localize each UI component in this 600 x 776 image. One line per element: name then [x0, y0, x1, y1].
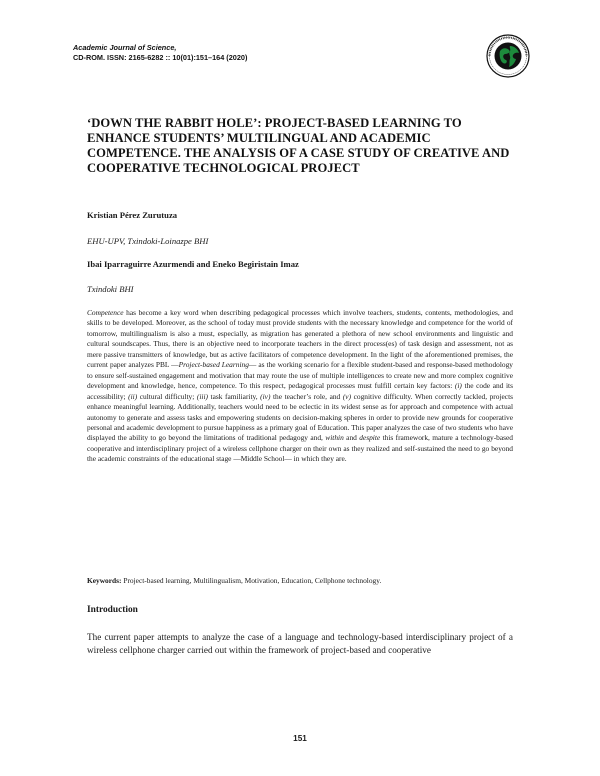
- author-affiliation: EHU-UPV, Txindoki-Loinazpe BHI: [87, 236, 209, 246]
- section-body: The current paper attempts to analyze the case of a language and technology-based interdisciplinary project of a wireless cellphone charger carried out within the framework of project-based and cooperative: [87, 632, 513, 655]
- journal-name: Academic Journal of Science,: [73, 43, 177, 52]
- page-number: 151: [293, 734, 307, 743]
- author-name: Ibai Iparraguirre Azurmendi and Eneko Begiristain Imaz: [87, 259, 299, 269]
- globe-seal-icon: [486, 34, 530, 78]
- journal-header: [73, 43, 247, 63]
- author-affiliation: Txindoki BHI: [87, 284, 134, 294]
- author-name: Kristian Pérez Zurutuza: [87, 210, 178, 220]
- section-heading: Introduction: [87, 605, 138, 615]
- paper-title: ‘DOWN THE RABBIT HOLE’: PROJECT-BASED LEARNING TO ENHANCE STUDENTS’ MULTILINGUAL AND ACADEMIC COMPETENCE. THE ANALYSIS OF A CASE STUDY OF CREATIVE AND COOPERATIVE TECHNOLOGICAL PROJECT: [87, 116, 510, 175]
- keywords-label: Keywords:: [87, 576, 122, 585]
- abstract: Competence has become a key word when describing pedagogical processes which involve teachers, students, contents, methodologies, and skills to be developed. Moreover, as the school of today must provide students with the necessary knowledge and competence for the world of tomorrow, multilingualism is also a must, especially, as migration has generated a plethora of new school environments and linguistic and cultural soundscapes. Thus, there is an objective need to incorporate teachers in the direct process(es) of task design and assessment, not as mere passive transmitters of knowledge, but as active facilitators of competence development. In the light of the aforementioned premises, the current paper analyzes PBL —Project-based Learning— as the working scenario for a flexible student-based and response-based methodology to ensure self-sustained engagement and motivation that may route the use of multiple intelligences to create new and more complex cognitive development and knowledge, hence, competence. To this respect, pedagogical processes must fulfill certain key factors: (i) the code and its accessibility; (ii) cultural difficulty; (iii) task familiarity, (iv) the teacher’s role, and (v) cognitive difficulty. When correctly tackled, projects enhance meaningful learning. Additionally, teachers would need to be eclectic in its widest sense as for approach and competence with actual autonomy to generate and assess tasks and empowering students on decision-making spheres in order to provide new grounds for cooperative personal and academic development to pursue happiness as a primary goal of Education. This paper analyzes the case of two students who have displayed the ability to go beyond the limitations of traditional pedagogy and, within and despite this framework, mature a technology-based cooperative and interdisciplinary project of a wireless cellphone charger on their own as they realized and self-sustained the need to go beyond the academic constraints of the educational stage —Middle School— in which they are.: [87, 308, 514, 464]
- keywords: [87, 576, 513, 585]
- journal-issn: CD-ROM. ISSN: 2165-6282 :: 10(01):151–164 (2020): [73, 53, 248, 62]
- keywords-text: Project-based learning, Multilingualism, Motivation, Education, Cellphone technology.: [121, 576, 382, 585]
